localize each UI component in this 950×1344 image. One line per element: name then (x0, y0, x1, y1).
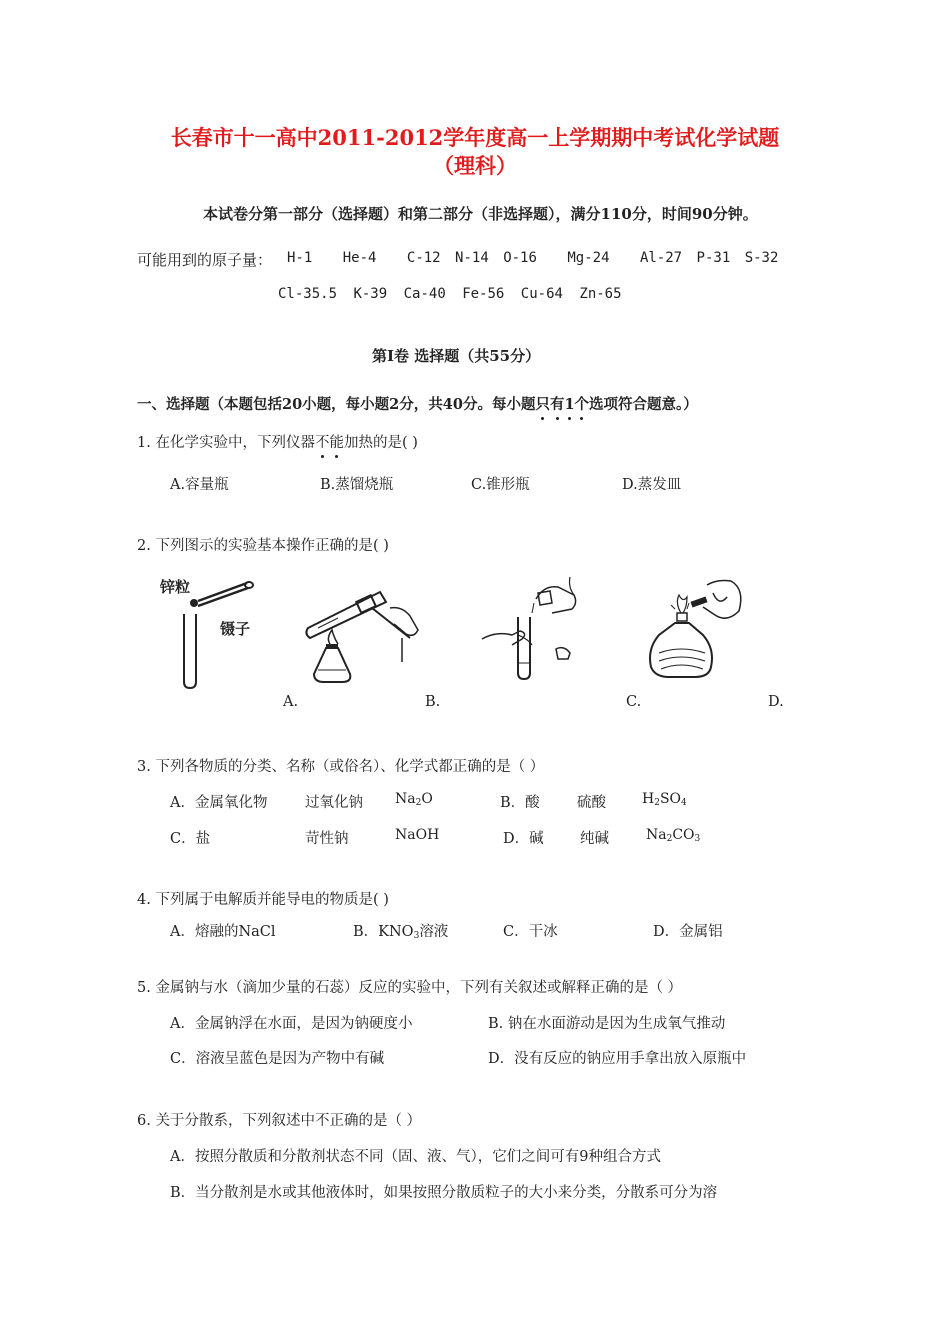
atomic-cu: Cu-64 (520, 286, 563, 302)
q2-option-a: A. (283, 694, 299, 710)
atomic-ca: Ca-40 (403, 286, 446, 302)
volume-title: 第Ⅰ卷 选择题（共55分） (372, 347, 541, 365)
q1-option-a: A.容量瓶 (170, 477, 229, 493)
q4-option-d: D．金属铝 (653, 924, 723, 940)
q1-option-b: B.蒸馏烧瓶 (320, 477, 394, 493)
q2-stem: 2. 下列图示的实验基本操作正确的是( ) (137, 538, 389, 554)
q1-option-c: C.锥形瓶 (471, 477, 530, 493)
q6-stem: 6. 关于分散系，下列叙述中不正确的是（ ） (137, 1113, 422, 1129)
q6-option-b: B．当分散剂是水或其他液体时，如果按照分散质粒子的大小来分类，分散系可分为溶 (170, 1185, 718, 1201)
part1-emph-4: 个 (574, 396, 590, 413)
q1-emph-1: 不 (314, 435, 330, 451)
q3-c-name: 苛性钠 (305, 831, 349, 847)
atomic-he: He-4 (342, 250, 377, 266)
q3-a-formula-sub: 2 (415, 798, 422, 808)
q1-stem-pre: 1. 在化学实验中，下列仪器 (137, 435, 315, 451)
atomic-n: N-14 (455, 250, 489, 266)
q3-d-formula-na: Na (646, 827, 667, 843)
q4-option-a: A．熔融的NaCl (170, 924, 276, 940)
atomic-o: O-16 (503, 250, 537, 266)
atomic-s: S-32 (744, 250, 779, 266)
atomic-zn: Zn-65 (579, 286, 622, 302)
q4-option-b-sub: 3 (413, 931, 420, 941)
q5-option-c: C．溶液呈蓝色是因为产物中有碱 (170, 1051, 385, 1067)
q4-option-b-pre: B．KNO (353, 924, 414, 940)
q2-option-b: B. (425, 694, 441, 710)
atomic-mass-line1 (287, 250, 778, 266)
q3-a-formula-na: Na (395, 791, 416, 807)
part1-emph-1: 只 (535, 396, 550, 413)
atomic-fe: Fe-56 (462, 286, 505, 302)
part1-emph-2: 有 (549, 396, 565, 413)
fig-a-test-tube-image (150, 570, 260, 695)
q3-c-category: C．盐 (170, 831, 211, 847)
q3-d-formula-co: CO (672, 827, 695, 843)
q2-option-c: C. (626, 694, 642, 710)
q3-d-formula-sub1: 2 (666, 834, 673, 844)
atomic-al: Al-27 (639, 250, 683, 266)
q3-b-category: B．酸 (500, 795, 540, 811)
atomic-cl: Cl-35.5 (278, 286, 338, 302)
atomic-p: P-31 (696, 250, 731, 266)
atomic-h: H-1 (287, 250, 313, 266)
q5-stem: 5. 金属钠与水（滴加少量的石蕊）反应的实验中，下列有关叙述或解释正确的是（ ） (137, 980, 683, 996)
q3-a-formula (395, 791, 433, 808)
fig-b-heating-image (298, 578, 428, 690)
part1-text-pre: 一、选择题（本题包括20小题，每小题2分，共40分。每小题 (137, 396, 536, 413)
q3-c-formula: NaOH (395, 827, 440, 843)
q3-d-formula (646, 827, 700, 844)
q5-option-d: D．没有反应的钠应用手拿出放入原瓶中 (488, 1051, 747, 1067)
q3-d-formula-sub2: 3 (694, 834, 701, 844)
atomic-c: C-12 (406, 250, 441, 266)
fig-a-label-zinc: 锌粒 (160, 578, 191, 596)
q6-option-a: A．按照分散质和分散剂状态不同（固、液、气），它们之间可有9种组合方式 (170, 1149, 661, 1165)
q2-option-d: D. (768, 694, 784, 710)
q4-option-b-post: 溶液 (419, 924, 449, 940)
q3-b-formula-sub2: 4 (681, 798, 687, 808)
fig-c-pouring-image (478, 573, 588, 691)
q1-emph-2: 能 (329, 435, 344, 451)
q4-option-c: C．干冰 (503, 924, 558, 940)
exam-title: 长春市十一高中2011-2012学年度高一上学期期中考试化学试题 (170, 125, 780, 150)
atomic-mass-line2 (278, 286, 622, 302)
part1-emph-3: 1 (564, 396, 575, 413)
part1-text-post: 选项符合题意。） (589, 396, 698, 413)
q3-d-category: D．碱 (503, 831, 544, 847)
q1-stem-post: 加热的是( ) (343, 435, 418, 451)
q5-option-b: B. 钠在水面游动是因为生成氧气推动 (488, 1016, 726, 1032)
q3-stem: 3. 下列各物质的分类、名称（或俗名）、化学式都正确的是（ ） (137, 759, 545, 775)
q4-stem: 4. 下列属于电解质并能导电的物质是( ) (137, 892, 389, 908)
q3-b-formula (642, 791, 687, 808)
q3-b-formula-sub1: 2 (654, 798, 660, 808)
q3-b-formula-h: H (642, 791, 655, 807)
q3-b-formula-so: SO (659, 791, 682, 807)
part1-instructions (137, 393, 698, 414)
atomic-mass-label: 可能用到的原子量： (137, 251, 273, 269)
fig-a-label-tweezers: 镊子 (220, 620, 251, 638)
q1-option-d: D.蒸发皿 (622, 477, 682, 493)
q3-a-name: 过氧化钠 (305, 795, 363, 811)
q3-d-name: 纯碱 (580, 831, 609, 847)
exam-subtitle: （理科） (433, 153, 517, 178)
atomic-k: K-39 (353, 286, 388, 302)
q1-stem (137, 431, 418, 452)
q5-option-a: A．金属钠浮在水面，是因为钠硬度小 (170, 1016, 413, 1032)
exam-intro: 本试卷分第一部分（选择题）和第二部分（非选择题），满分110分，时间90分钟。 (203, 205, 758, 223)
fig-d-alcohol-lamp-image (635, 573, 750, 688)
q4-option-b (353, 920, 448, 941)
q3-a-category: A．金属氧化物 (170, 795, 268, 811)
atomic-mg: Mg-24 (567, 250, 610, 266)
q3-a-formula-o: O (421, 791, 433, 807)
q3-b-name: 硫酸 (577, 795, 606, 811)
